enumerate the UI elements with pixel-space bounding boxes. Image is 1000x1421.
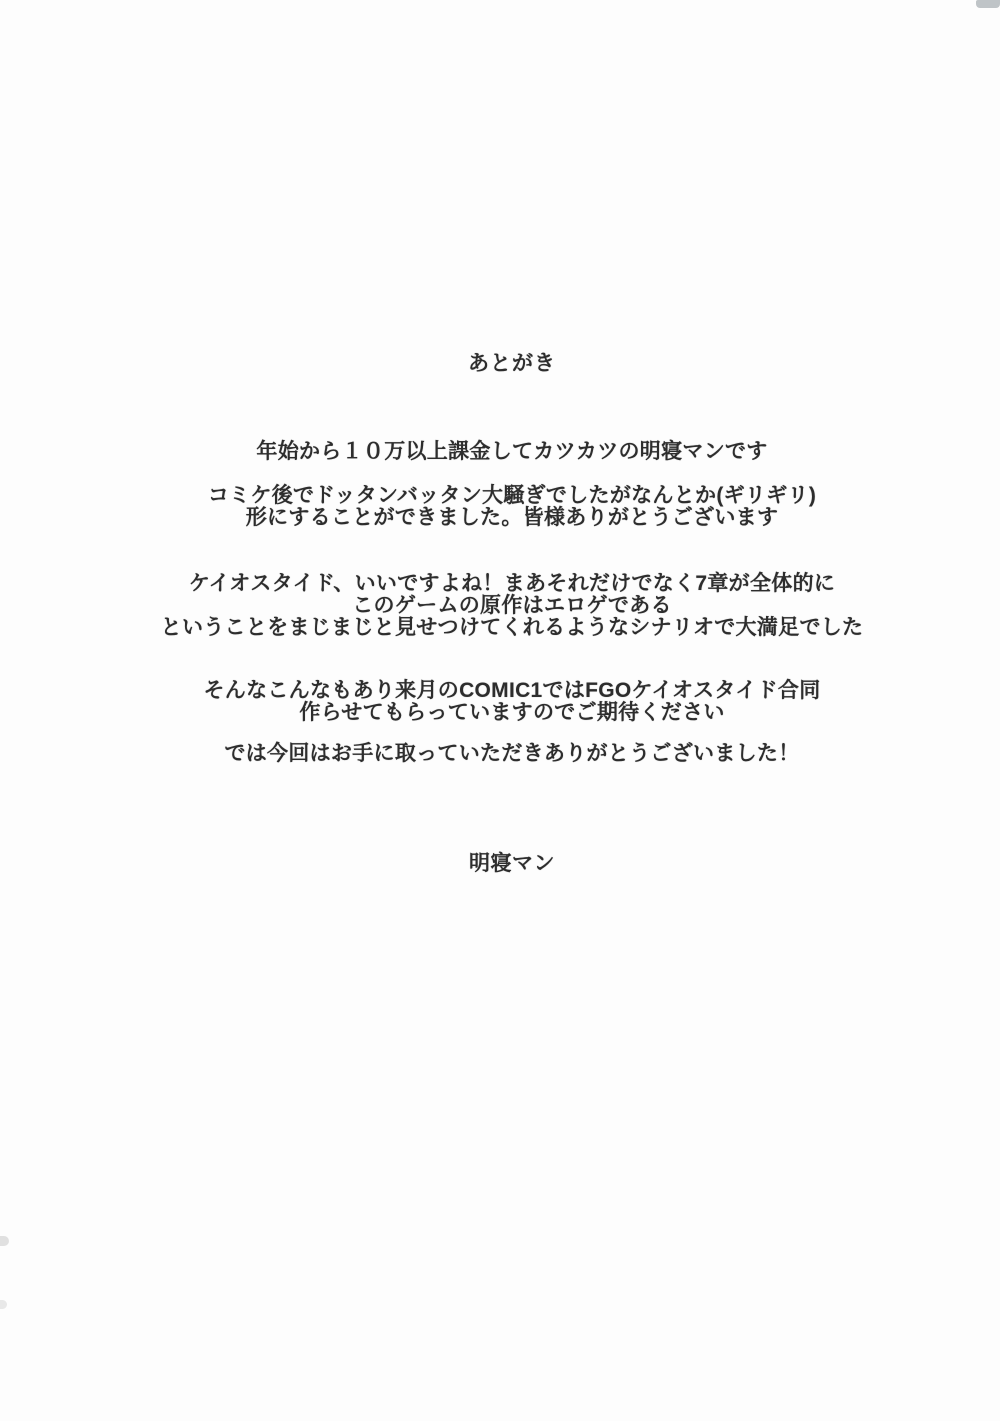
text-line: コミケ後でドッタンバッタン大騒ぎでしたがなんとか(ギリギリ) [207,484,817,507]
text-line: そんなこんなもあり来月のCOMIC1ではFGOケイオスタイド合同 [203,679,821,702]
paragraph-2 [12,485,1000,529]
text-line: このゲームの原作はエロゲである [352,594,672,617]
scan-mark-left-edge-2 [0,1300,7,1309]
scan-mark-left-edge-1 [0,1236,9,1246]
text-line: 年始から１０万以上課金してカツカツの明寝マンです [256,440,768,463]
paragraph-3 [12,573,1000,639]
text-line: ということをまじまじと見せつけてくれるようなシナリオで大満足でした [160,616,864,639]
scan-smudge-top-right [976,0,1000,8]
text-line: 作らせてもらっていますのでご期待ください [299,701,725,724]
author-signature: 明寝マン [469,852,555,875]
paragraph-1 [12,441,1000,463]
text-line: ケイオスタイド、いいですよね！まあそれだけでなく7章が全体的に [188,572,836,595]
text-line: では今回はお手に取っていただきありがとうございました！ [224,742,800,765]
text-line: 形にすることができました。皆様ありがとうございます [245,506,779,529]
paragraph-4 [12,680,1000,724]
afterword-title: あとがき [468,352,556,375]
paragraph-5 [12,743,1000,765]
